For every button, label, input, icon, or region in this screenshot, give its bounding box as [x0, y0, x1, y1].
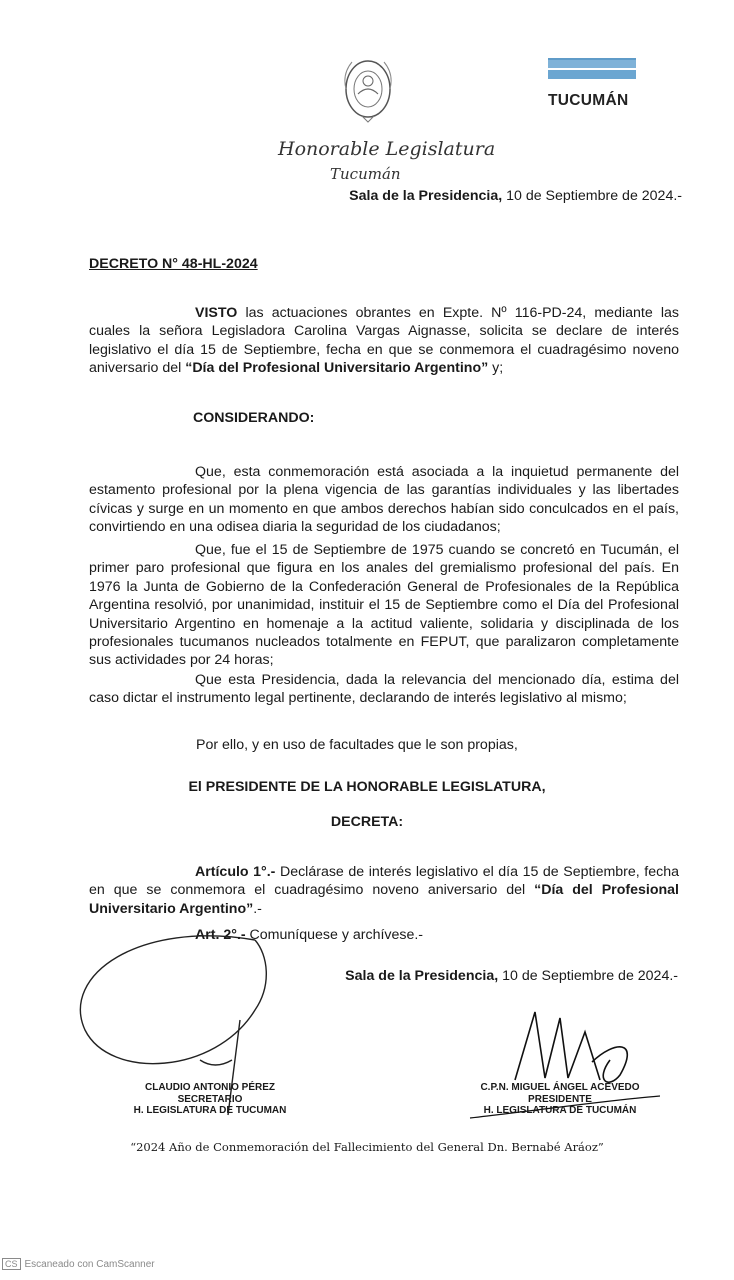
article-1: [89, 863, 679, 918]
brand-name: TUCUMÁN: [548, 92, 629, 109]
secretary-signature-block: [130, 1082, 290, 1117]
secretary-body: H. LEGISLATURA DE TUCUMAN: [133, 1105, 287, 1116]
tucuman-brand-logo: [548, 58, 636, 110]
considerando-3-text: Que esta Presidencia, dada la relevancia del mencionado día, estima del caso dictar el instrumento legal pertinente, declarando de interés legislativo al mismo;: [89, 672, 679, 707]
secretary-signature-loop: [80, 936, 266, 1064]
brand-stripe-top: [548, 58, 636, 68]
article-2: [195, 927, 423, 943]
considerando-2-text: Que, fue el 15 de Septiembre de 1975 cuando se concretó en Tucumán, el primer paro profesional que figura en los anales del gremialismo profesional del país. En 1976 la Junta de Gobierno de la Confederación General de Profesionales de la República Argentina resolvió, por unanimidad, instituir el 15 de Septiembre como el Día del Profesional Universitario Argentino en homenaje a la actitud valiente, solidaria y disciplinada de los profesionales tucumanos nucleados totalmente en FEPUT, que paralizaron completamente sus actividades por 24 horas;: [89, 542, 679, 669]
institution-name: Honorable Legislatura: [278, 138, 496, 160]
decree-number: DECRETO N° 48-HL-2024: [89, 256, 258, 272]
brand-stripe-bottom: [548, 70, 636, 79]
president-role: PRESIDENTE: [528, 1093, 592, 1105]
secretary-role: SECRETARIO: [177, 1093, 243, 1105]
header-dateline: [349, 188, 682, 204]
considerando-heading: CONSIDERANDO:: [193, 410, 315, 426]
article-2-label: Art. 2°.-: [195, 927, 246, 943]
visto-quote: “Día del Profesional Universitario Argentino”: [185, 360, 489, 377]
visto-end: y;: [488, 360, 504, 377]
president-heading: El PRESIDENTE DE LA HONORABLE LEGISLATURA,: [188, 779, 546, 795]
considerando-2: [89, 541, 679, 670]
president-body: H. LEGISLATURA DE TUCUMÁN: [483, 1105, 637, 1116]
visto-label: VISTO: [195, 305, 238, 321]
closing-date: 10 de Septiembre de 2024.-: [502, 968, 678, 984]
scanner-watermark: [2, 1258, 155, 1270]
closing-dateline: [345, 968, 678, 984]
decreta-heading: DECRETA:: [330, 814, 404, 830]
considerando-1: [89, 463, 679, 537]
president-signature-block: [475, 1082, 645, 1117]
considerando-1-text: Que, esta conmemoración está asociada a la inquietud permanente del estamento profesional por la plena vigencia de las garantías individuales y las libertades cívicas y surge en un momento en que ambos derechos habían sido conculcados en el país, convirtiendo en una odisea diaria la seguridad de los ciudadanos;: [89, 464, 679, 536]
article-1-label: Artículo 1°.-: [195, 864, 276, 880]
por-ello-line: Por ello, y en uso de facultades que le son propias,: [196, 737, 518, 753]
closing-place: Sala de la Presidencia,: [345, 968, 499, 984]
header-place: Sala de la Presidencia,: [349, 188, 503, 204]
considerando-3: [89, 671, 679, 708]
president-signature: [515, 1012, 627, 1082]
scanner-text: Escaneado con CamScanner: [24, 1259, 155, 1270]
president-name: C.P.N. MIGUEL ÁNGEL ACEVEDO: [480, 1082, 640, 1093]
footer-motto: “2024 Año de Conmemoración del Fallecimiento del General Dn. Bernabé Aráoz”: [130, 1140, 604, 1154]
header-date: 10 de Septiembre de 2024.-: [506, 188, 682, 204]
institution-province: Tucumán: [330, 165, 401, 183]
visto-paragraph: [89, 304, 679, 378]
article-1-end: .-: [253, 900, 262, 917]
article-2-text: Comuníquese y archívese.-: [245, 927, 424, 943]
secretary-name: CLAUDIO ANTONIO PÉREZ: [144, 1082, 275, 1093]
coat-of-arms-icon: [338, 54, 398, 124]
camscanner-icon: CS: [2, 1258, 21, 1270]
visto-text: las actuaciones obrantes en Expte. Nº 116-PD-24, mediante las cuales la señora Legisladora Carolina Vargas Aignasse, solicita se declare de interés legislativo el día 15 de Septiembre, fecha en que se conmemora el cuadragésimo noveno aniversario del: [89, 305, 679, 377]
article-1-quote: “Día del Profesional Universitario Argentino”: [89, 882, 679, 917]
article-1-text: Declárase de interés legislativo el día 15 de Septiembre, fecha en que se conmemora el cuadragésimo noveno aniversario del: [89, 864, 679, 899]
